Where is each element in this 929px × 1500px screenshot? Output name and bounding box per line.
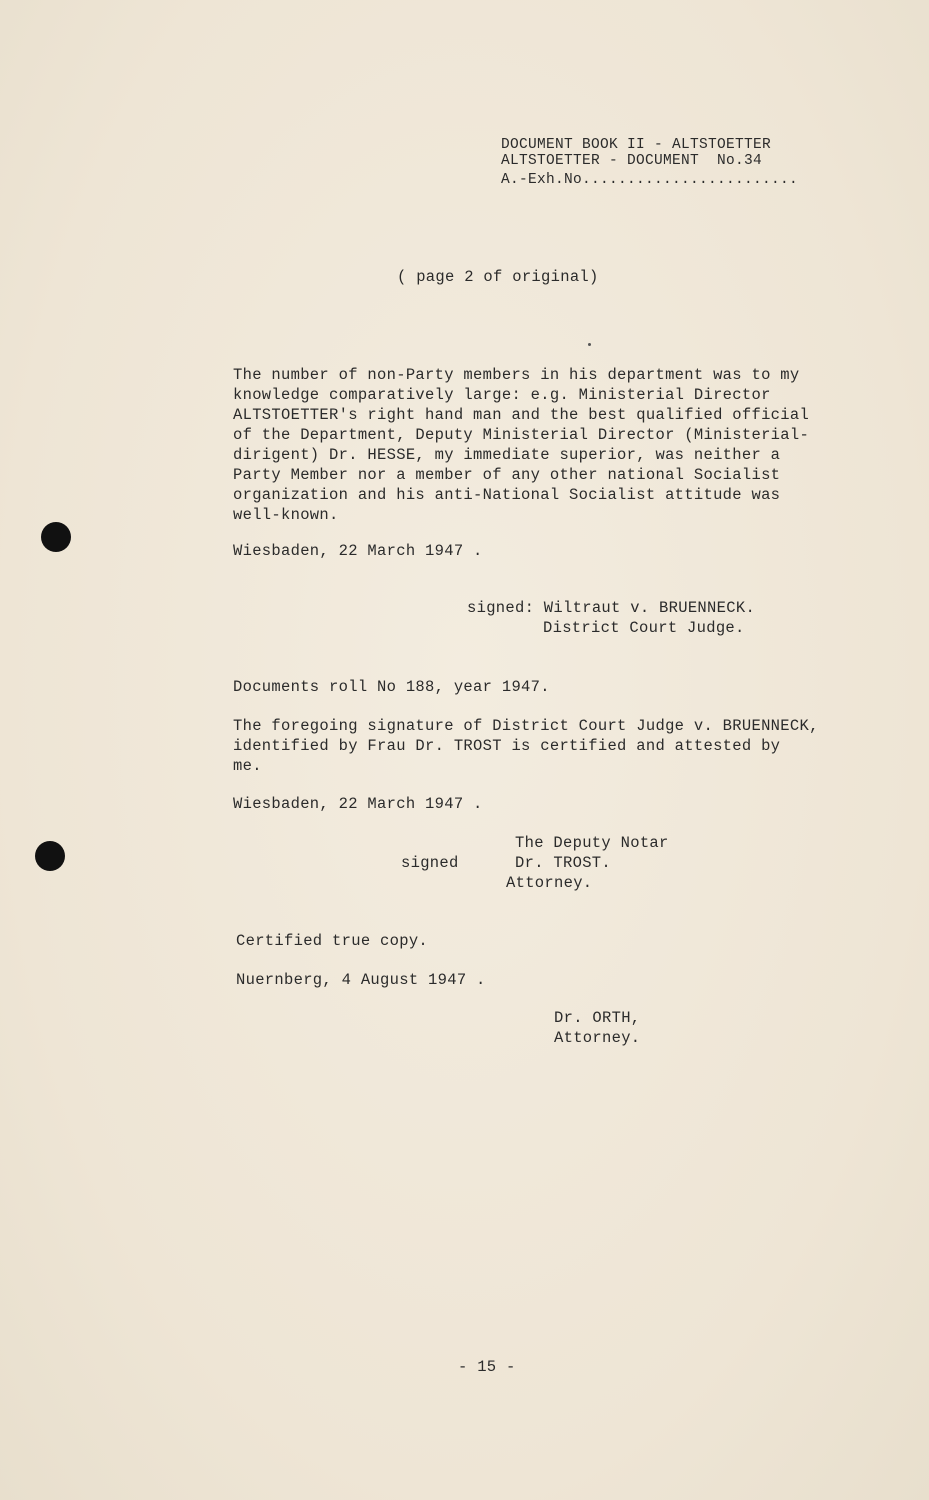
judge-signature-name: signed: Wiltraut v. BRUENNECK. — [467, 599, 756, 617]
body-line: of the Department, Deputy Ministerial Director (Ministerial- — [233, 426, 810, 444]
paper-speck — [588, 343, 591, 346]
body-line: organization and his anti-National Socialist attitude was — [233, 486, 781, 504]
place-date-wiesbaden-2: Wiesbaden, 22 March 1947 . — [233, 795, 483, 813]
certification-paragraph — [233, 716, 819, 776]
body-paragraph — [233, 365, 809, 525]
body-line: dirigent) Dr. HESSE, my immediate superior, was neither a — [233, 446, 781, 464]
notary-title: The Deputy Notar — [515, 834, 669, 852]
attorney-title: Attorney. — [554, 1029, 641, 1047]
body-line: Party Member nor a member of any other national Socialist — [233, 466, 781, 484]
place-date-wiesbaden: Wiesbaden, 22 March 1947 . — [233, 542, 483, 560]
punch-hole-bottom — [35, 841, 65, 871]
notary-name: Dr. TROST. — [515, 854, 612, 872]
body-line: well-known. — [233, 506, 339, 524]
header-book-line: DOCUMENT BOOK II - ALTSTOETTER — [501, 137, 772, 153]
judge-signature-title: District Court Judge. — [543, 619, 745, 637]
punch-hole-top — [41, 522, 71, 552]
place-date-nuernberg: Nuernberg, 4 August 1947 . — [236, 971, 486, 989]
documents-roll-entry: Documents roll No 188, year 1947. — [233, 678, 550, 696]
header-exhibit-number: A.-Exh.No........................ — [501, 172, 799, 188]
body-line: knowledge comparatively large: e.g. Ministerial Director — [233, 386, 771, 404]
notary-role: Attorney. — [506, 874, 593, 892]
body-line: The number of non-Party members in his department was to my — [233, 366, 800, 384]
certification-line: The foregoing signature of District Court Judge v. BRUENNECK, — [233, 717, 819, 735]
header-document-number: ALTSTOETTER - DOCUMENT No.34 — [501, 153, 763, 169]
certification-line: identified by Frau Dr. TROST is certified and attested by — [233, 737, 781, 755]
certified-true-copy: Certified true copy. — [236, 932, 429, 950]
page-of-original-note: ( page 2 of original) — [397, 268, 599, 286]
certification-line: me. — [233, 757, 262, 775]
body-line: ALTSTOETTER's right hand man and the best qualified official — [233, 406, 810, 424]
attorney-name: Dr. ORTH, — [554, 1009, 641, 1027]
notary-signed-label: signed — [401, 854, 459, 872]
page-number: - 15 - — [458, 1358, 516, 1376]
